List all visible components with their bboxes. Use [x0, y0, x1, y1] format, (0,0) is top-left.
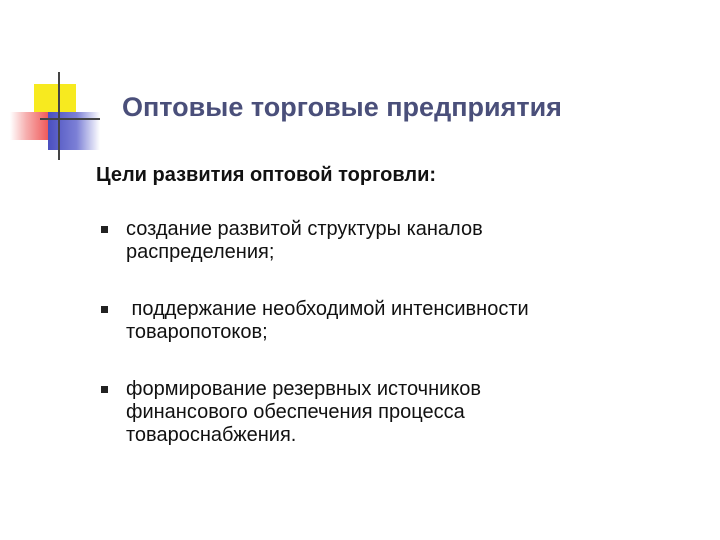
- slide-logo-icon: [0, 0, 120, 180]
- slide-title: Оптовые торговые предприятия: [122, 92, 562, 122]
- bullet-line: финансового обеспечения процесса: [126, 401, 465, 423]
- bullet-line: создание развитой структуры каналов: [126, 218, 483, 240]
- vertical-line: [58, 72, 60, 160]
- square-bullet-icon: [101, 226, 108, 233]
- bullet-item: [96, 298, 696, 344]
- bullet-line: формирование резервных источников: [126, 378, 482, 400]
- bullet-line: поддержание необходимой интенсивности: [126, 298, 529, 320]
- bullet-list: [96, 218, 696, 481]
- bullet-item: [96, 218, 696, 264]
- bullet-line: товароснабжения.: [126, 424, 297, 446]
- bullet-line: товаропотоков;: [126, 321, 268, 343]
- bullet-line: распределения;: [126, 241, 275, 263]
- square-bullet-icon: [101, 386, 108, 393]
- square-bullet-icon: [101, 306, 108, 313]
- slide-subtitle: Цели развития оптовой торговли:: [96, 164, 437, 186]
- horizontal-line: [40, 118, 100, 120]
- bullet-item: [96, 378, 696, 447]
